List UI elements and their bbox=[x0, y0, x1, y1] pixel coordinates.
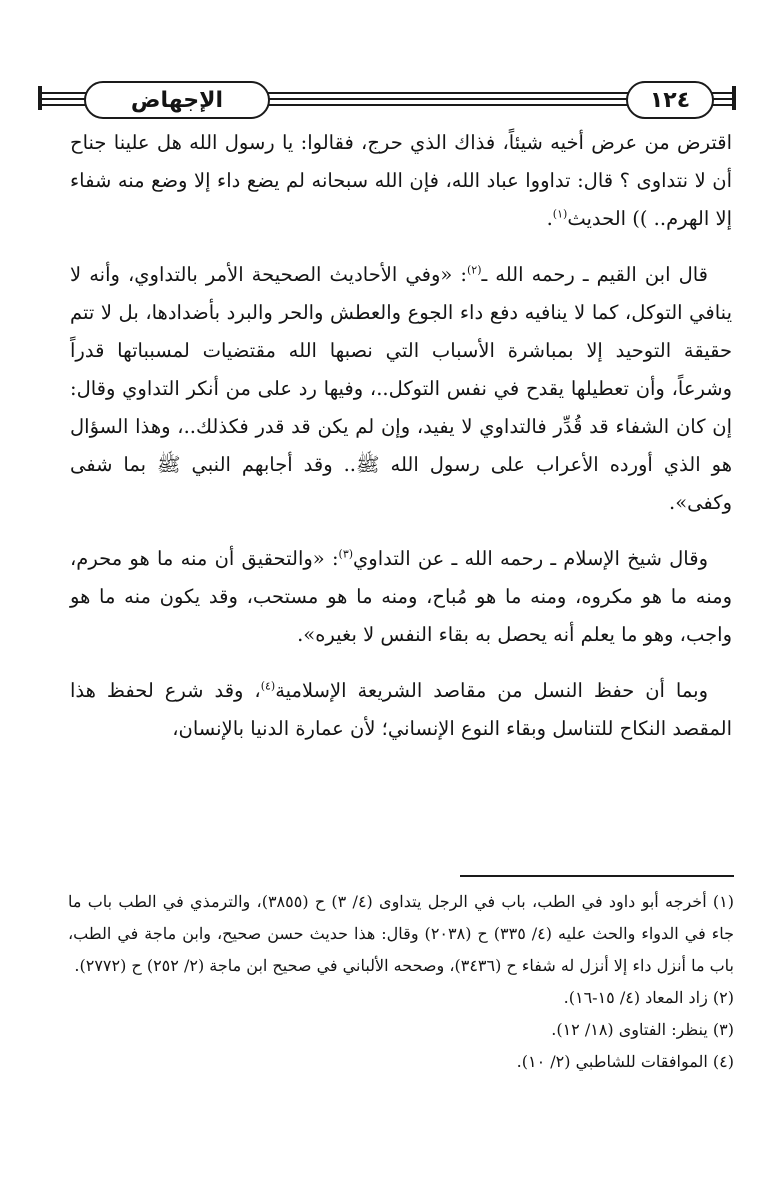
header-rule-left-cap bbox=[38, 86, 42, 110]
footnote-4: (٤) الموافقات للشاطبي (٢/ ١٠). bbox=[516, 1052, 734, 1071]
paragraph-hadith-continuation: اقترض من عرض أخيه شيئاً، فذاك الذي حرج، فقالوا: يا رسول الله هل علينا جناح أن لا نتداوى ؟ قال: تداووا عباد الله، فإن الله سبحانه لم يضع داء إلا وضع منه شفاء إلا الهرم.. )) الحديث$^{(١)}$. bbox=[70, 131, 732, 230]
main-text bbox=[70, 124, 732, 766]
chapter-title-cartouche bbox=[84, 81, 270, 119]
footnote-ref-1: (١) bbox=[552, 207, 568, 221]
footnote-2: (٢) زاد المعاد (٤/ ١٥-١٦). bbox=[563, 988, 734, 1007]
running-header bbox=[38, 78, 736, 122]
footnotes bbox=[68, 886, 734, 1078]
footnote-separator bbox=[460, 875, 734, 877]
page-number: ١٢٤ bbox=[649, 87, 691, 113]
paragraph-ibn-alqayyim: قال ابن القيم ـ رحمه الله ـ$^{(٢)}$: «وفي الأحاديث الصحيحة الأمر بالتداوي، وأنه لا ينافي التوكل، كما لا ينافيه دفع داء الجوع والعطش والحر والبرد بأضدادها، بل لا تتم حقيقة التوحيد إلا بمباشرة الأسباب التي نصبها الله مقتضيات لمسبباتها قدراً وشرعاً، وأن تعطيلها يقدح في نفس التوكل..، وفيها رد على من أنكر التداوي وقال: إن كان الشفاء قد قُدِّر فالتداوي لا يفيد، وإن لم يكن قد قدر فكذلك..، وهذا السؤال هو الذي أورده الأعراب على رسول الله ﷺ.. وقد أجابهم النبي ﷺ بما شفى وكفى». bbox=[70, 263, 732, 514]
header-rule-right-cap bbox=[732, 86, 736, 110]
footnote-ref-3: (٣) bbox=[338, 547, 354, 561]
footnote-ref-2: (٢) bbox=[466, 263, 482, 277]
footnote-ref-4: (٤) bbox=[260, 679, 276, 693]
paragraph-shaykh-alislam: وقال شيخ الإسلام ـ رحمه الله ـ عن التداوي$^{(٣)}$: «والتحقيق أن منه ما هو محرم، ومنه ما هو مكروه، ومنه ما هو مُباح، ومنه ما هو مستحب، وقد يكون منه ما هو واجب، وهو ما يعلم أنه يحصل به بقاء النفس لا بغيره». bbox=[70, 547, 732, 646]
paragraph-maqasid: وبما أن حفظ النسل من مقاصد الشريعة الإسلامية$^{(٤)}$، وقد شرع لحفظ هذا المقصد النكاح للتناسل وبقاء النوع الإنساني؛ لأن عمارة الدنيا بالإنسان، bbox=[70, 679, 732, 740]
footnote-1: (١) أخرجه أبو داود في الطب، باب في الرجل يتداوى (٤/ ٣) ح (٣٨٥٥)، والترمذي في الطب باب ما جاء في الدواء والحث عليه (٤/ ٣٣٥) ح (٢٠٣٨) وقال: هذا حديث حسن صحيح، وابن ماجة في الطب، باب ما أنزل داء إلا أنزل له شفاء ح (٣٤٣٦)، وصححه الألباني في صحيح ابن ماجة (٢/ ٢٥٢) ح (٢٧٧٢). bbox=[68, 892, 735, 975]
chapter-title: الإجهاض bbox=[130, 87, 224, 113]
footnote-3: (٣) ينظر: الفتاوى (١٨/ ١٢). bbox=[551, 1020, 734, 1039]
page-number-cartouche bbox=[626, 81, 714, 119]
